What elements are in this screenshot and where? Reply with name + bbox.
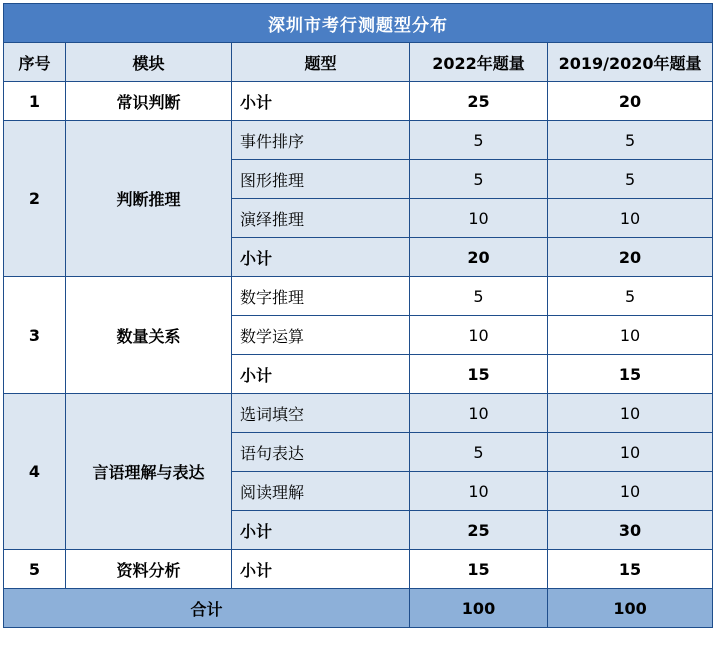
count-2022: 15 [410,550,548,589]
header-module: 模块 [66,43,232,82]
count-2019-2020: 20 [548,82,713,121]
header-2019-2020: 2019/2020年题量 [548,43,713,82]
header-row [4,43,713,82]
question-distribution-table [3,3,713,628]
count-2019-2020: 10 [548,394,713,433]
count-2022: 25 [410,82,548,121]
table-row [4,82,713,121]
count-2022: 10 [410,199,548,238]
module-name: 判断推理 [66,121,232,277]
module-number: 4 [4,394,66,550]
count-2019-2020: 10 [548,316,713,355]
total-2019-2020: 100 [548,589,713,628]
count-2019-2020: 15 [548,355,713,394]
question-type: 演绎推理 [232,199,410,238]
question-type: 阅读理解 [232,472,410,511]
question-type: 语句表达 [232,433,410,472]
module-number: 2 [4,121,66,277]
table-row [4,121,713,160]
question-type: 数字推理 [232,277,410,316]
module-number: 3 [4,277,66,394]
table-row [4,277,713,316]
question-type: 图形推理 [232,160,410,199]
count-2019-2020: 10 [548,433,713,472]
count-2022: 5 [410,160,548,199]
question-type: 选词填空 [232,394,410,433]
count-2022: 5 [410,121,548,160]
module-number: 5 [4,550,66,589]
count-2022: 25 [410,511,548,550]
count-2022: 10 [410,316,548,355]
count-2019-2020: 30 [548,511,713,550]
module-name: 言语理解与表达 [66,394,232,550]
total-label: 合计 [4,589,410,628]
total-2022: 100 [410,589,548,628]
question-type: 数学运算 [232,316,410,355]
subtotal-label: 小计 [232,355,410,394]
count-2019-2020: 10 [548,199,713,238]
subtotal-label: 小计 [232,238,410,277]
module-number: 1 [4,82,66,121]
subtotal-label: 小计 [232,82,410,121]
total-row [4,589,713,628]
question-type: 事件排序 [232,121,410,160]
count-2022: 15 [410,355,548,394]
count-2022: 5 [410,433,548,472]
count-2022: 5 [410,277,548,316]
subtotal-label: 小计 [232,550,410,589]
count-2019-2020: 5 [548,277,713,316]
count-2022: 10 [410,472,548,511]
count-2019-2020: 5 [548,121,713,160]
header-2022: 2022年题量 [410,43,548,82]
header-type: 题型 [232,43,410,82]
module-name: 资料分析 [66,550,232,589]
count-2019-2020: 10 [548,472,713,511]
count-2019-2020: 5 [548,160,713,199]
count-2022: 20 [410,238,548,277]
table-row [4,550,713,589]
title-row [4,4,713,43]
table-row [4,394,713,433]
count-2019-2020: 20 [548,238,713,277]
module-name: 常识判断 [66,82,232,121]
count-2019-2020: 15 [548,550,713,589]
table-title: 深圳市考行测题型分布 [4,4,713,43]
header-no: 序号 [4,43,66,82]
module-name: 数量关系 [66,277,232,394]
count-2022: 10 [410,394,548,433]
subtotal-label: 小计 [232,511,410,550]
